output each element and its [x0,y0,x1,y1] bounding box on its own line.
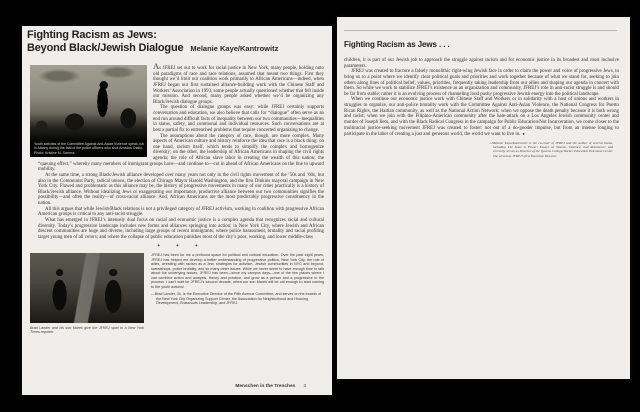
paragraph: children, it is part of our Jewish job to approach the struggle against racism and for economic justice in its broadest and most inclusive parameters. [344,58,619,69]
title-line-1: Fighting Racism as Jews: [27,29,157,41]
left-page [22,26,332,395]
running-footer [235,384,306,389]
footer-label: Menschen in the Trenches [235,384,296,389]
continued-header: Fighting Racism as Jews . . . [344,40,450,49]
paragraph: The assumptions about the category of race, though, are more complex. Many aspects of American culture and history reinforce the idea that race is a black thing: on one hand, racism itself, which tends to simplify the complex and homogenize diversity; on the other, the leadership of African Americans in shaping the civil rights agenda; the role of African slave labor in creating the wealth of this nation; the “queuing effect,” whereby many members of immigrant groups have—and continue to—cut in ahead of African Americans on the line to upward mobility. [38,133,324,173]
paragraph: At the same time, a strong Black/Jewish alliance developed over many years not only in the civil rights movement of the ’50s and ’60s, but also in the Communist Party, radical unions, the election of Chicago Mayor Harold Washington, and the first Dinkins mayoral campaign in New York City. Flawed and problematic as this alliance may be, the history of progressive movements in many of our cities practically is a history of Black/Jewish alliance. Without idealizing Jews or exaggerating our importance, productive alliance between our two communities signifies the possibility—and often the reality—of cross-racial alliance. And, African Americans are the most predictably progressive constituency in the nation. [38,172,324,206]
quote-attribution: —Brad Lander, 31, is the Executive Director of the Fifth Avenue Committee, and serves on the boards of the New York City Organizing Support Center, the Association for Neighborhood and Housing Development, Grassroots Leadership, and JFREJ. [151,292,322,306]
body-text [30,61,324,335]
title-line-2: Beyond Black/Jewish Dialogue [27,41,184,54]
author-bio: —Melanie Kaye/Kantrowitz is the co-chair of JFREJ and the author of several books, including The Issue is Power: Essays on Women, Violence, and Resistance; and currently serves as Director of the Queens College/Worker Education Extension Center. She served as JFREJ’s first Executive Director. [489,140,613,158]
body-text-continued [344,58,619,138]
pull-quote-text: JFREJ has been for me a profound space for political and cultural education. Over the past eight years, JFREJ has helped me develop a better understanding of progressive politics, New York City, the role of allies, wrestling with racism as a Jew, strategies for activism, Jewish communities in NYC and beyond, sweatshops, police brutality, and so many other issues. While we never seem to have enough time to talk about the underlying issues, JFREJ has been—since my campus days—one of the few places where I can combine action and analysis, theory and practice, and grow as a person and a progressive in the process. I can’t wait for JFREJ’s second decade, when our son Marek will be old enough to start coming to the youth actions! [151,253,324,289]
dropcap: A [153,61,160,71]
author-byline: Melanie Kaye/Kantrowitz [190,43,279,53]
paragraph: As JFREJ set out to work for racial justice in New York, many people, holding onto old paradigms of race and race relations, assumed that meant two things. First they thought we’d limit our coalition work primarily to African Americans—indeed, when JFREJ began our first sustained alliance-building work with the Chinese Staff and Workers’ Association in 1993, some people actually questioned whether that fell inside our mission. And second, many people asked whether we’d be organizing any Black/Jewish dialogue groups. [153,61,324,105]
protest-photo-caption: Youth activists of the Committee Against Anti-Asian Violence speak out in Albany during the trial of the police officers who shot Amadou Diallo. Photo: Kristine M. Samms [34,142,144,155]
bottom-section [30,253,324,335]
street-photo-block [30,253,144,335]
article-title [27,29,332,55]
street-photo [30,253,144,323]
pull-quote [151,253,324,335]
page-number: 3 [303,384,306,389]
protest-photo [30,65,147,157]
street-photo-caption: Brad Lander and his son Marek give the JFREJ spiel to a New York Times reporter. [30,326,144,335]
paragraph: The question of dialogue groups was easy: while JFREJ certainly supports conversation and education, we also believe that calls for “dialogue” often serve as an end run around difficult facts of inequality between our two communities—inequalities in status, safety, and communal and individual resources. Such conversations are at best a partial fix to entrenched problems that require concerted organizing to change. [153,105,324,133]
header-rule [344,30,617,31]
end-mark: ● [522,131,525,137]
section-separator: ✦ ✦ ✦ [156,243,206,249]
paragraph: All this argues that while Jewish/Black relations is not a privileged category of JFREJ activism, working in coalition with progressive African American groups is critical to any anti-racist struggle. [38,206,324,218]
paragraph: JFREJ was created to fracture a falsely monolithic right-wing Jewish face in order to claim the power and voice of progressive Jews, to bring us to a point where we identify clear political goals and priorities and work together because of what we stand for, seeking to join others along lines of political belief, values, priorities, frequently taking leadership from our allies and shaping our agenda in concert with them. So while we work to stabilize JFREJ’s existence as an organization and community, JFREJ’s role in anti-racist struggle is and should be far from stable; rather it is an evolving process of channeling loud pushy progressive Jewish energy into the political landscape. [344,69,619,97]
right-page [337,17,630,379]
paragraph: What has emerged in JFREJ’s intensely dual focus on racial and economic justice is a complex agenda that recognizes racial and cultural diversity. Today’s progressive landscape includes new forms and alliances springing into action; in New York City, where Jewish and African descent communities are huge and diverse, including large groups of recent immigrants; where police harassment, brutality and racial profiling target young men of all colors; and where the collapse of public education punishes most of the city’s poor, working, and lower middle-class [38,217,324,240]
paragraph: When we continue our economic justice work with Chinese Staff and Workers or in solidarity with a host of unions and workers in struggles to organize, our anti-police brutality work with the Committee Against Anti-Asian Violence, the National Congress for Puerto Rican Rights, the Haitian community, as well as the National Action Network; when we oppose the death penalty because it is both wrong and racist; when we join with the Filipino-American community after the hate-attack on a Los Angeles Jewish community center and murder of Joseph Ileto, and with the Black Radical Congress in the campaign for Public Education/Not Incarceration, we come closer to the multiracial justice-seeking movement JFREJ was created to foster: not out of a do-gooder impulse, but from an intense longing to participate in the labor of creating a just and generous world, the world we want to live in. ● [344,97,619,138]
